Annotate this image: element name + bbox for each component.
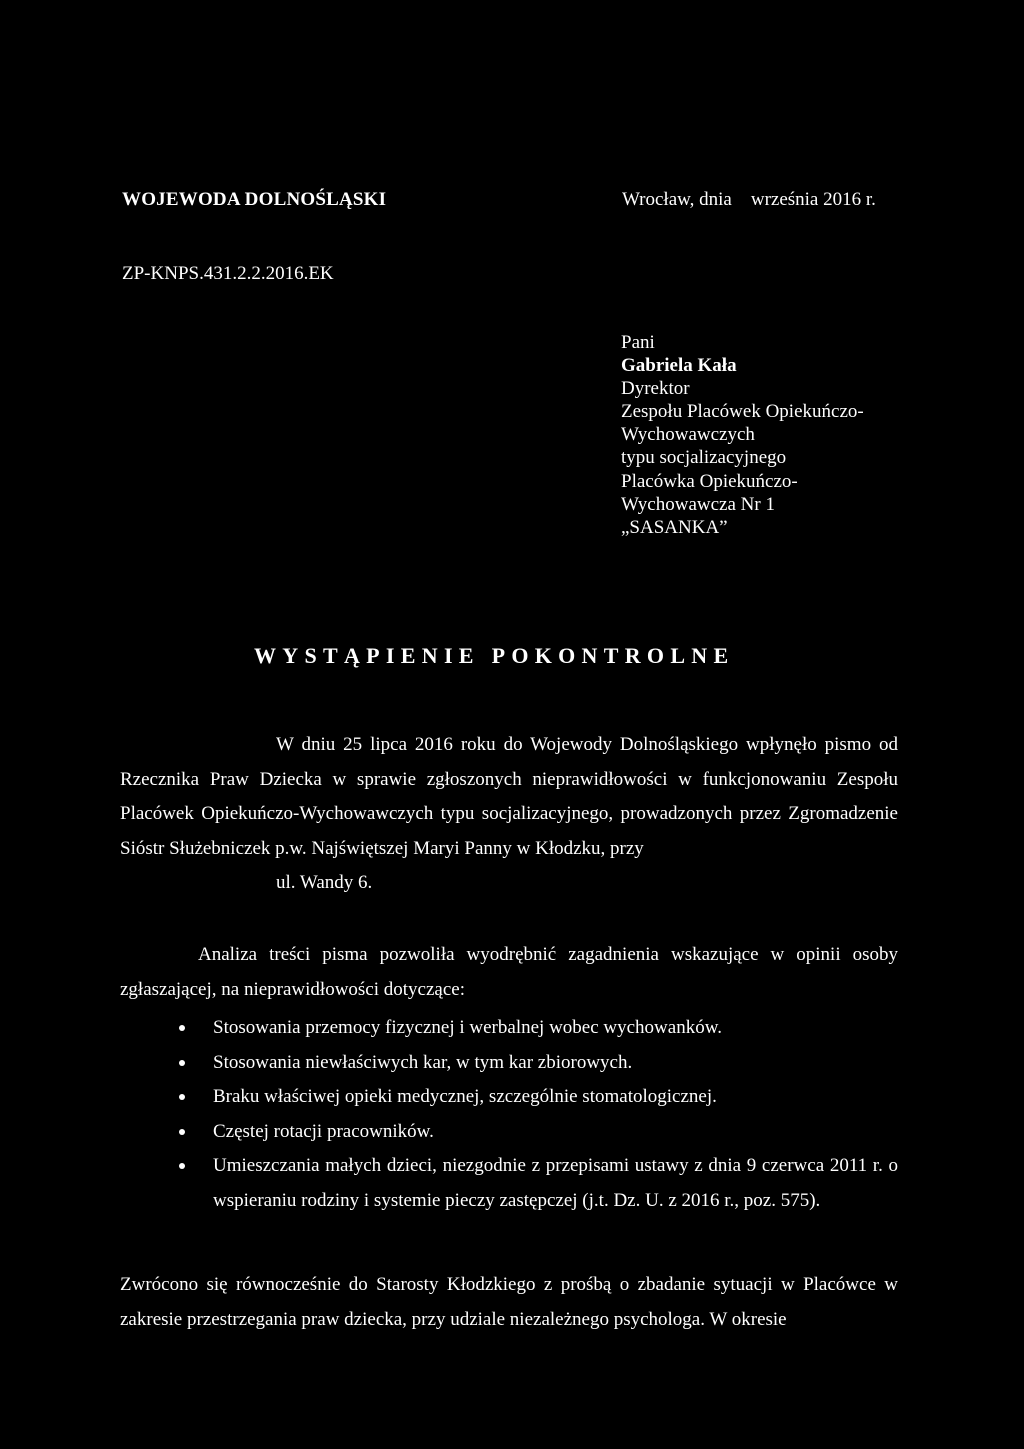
issuing-authority: WOJEWODA DOLNOŚLĄSKI (122, 189, 387, 210)
paragraph-analysis: Analiza treści pisma pozwoliła wyodrębnić zagadnienia wskazujące w opinii osoby zgłaszającej, na nieprawidłowości dotyczące: (120, 944, 898, 1000)
paragraph-intro-main: W dniu 25 lipca 2016 roku do Wojewody Dolnośląskiego wpłynęło pismo od Rzecznika Praw Dziecka w sprawie zgłoszonych nieprawidłowości w funkcjonowaniu Zespołu Placówek Opiekuńczo-Wychowawczych typu socjalizacyjnego, prowadzonych przez Zgromadzenie Sióstr Służebniczek p.w. Najświętszej Maryi Panny w Kłodzku, przy (120, 734, 898, 859)
issues-list (166, 1011, 898, 1219)
list-item (166, 1149, 898, 1218)
list-item-text: Stosowania przemocy fizycznej i werbalnej wobec wychowanków. (213, 1017, 722, 1038)
list-item (166, 1011, 898, 1046)
bullet-icon (179, 1129, 185, 1135)
paragraph-intro (120, 728, 898, 901)
addressee-line: Dyrektor (621, 378, 690, 400)
bullet-icon (179, 1163, 185, 1169)
addressee-line: typu socjalizacyjnego (621, 447, 787, 469)
list-item-text: Braku właściwej opieki medycznej, szczególnie stomatologicznej. (213, 1086, 717, 1108)
list-item-text: Częstej rotacji pracowników. (213, 1120, 434, 1142)
addressee-salutation: Pani (621, 332, 655, 353)
document-title: WYSTĄPIENIE POKONTROLNE (254, 643, 735, 668)
list-item-text: Stosowania niewłaściwych kar, w tym kar zbiorowych. (213, 1051, 633, 1073)
addressee-line: Wychowawcza Nr 1 (621, 493, 775, 515)
list-item-text: Umieszczania małych dzieci, niezgodnie z przepisami ustawy z dnia 9 czerwca 2011 r. o wspieraniu rodziny i systemie pieczy zastępczej (j.t. Dz. U. z 2016 r., poz. 575). (213, 1155, 898, 1211)
bullet-icon (179, 1094, 185, 1100)
paragraph-followup: Zwrócono się równocześnie do Starosty Kłodzkiego z prośbą o zbadanie sytuacji w Placówce w zakresie przestrzegania praw dziecka, przy udziale niezależnego psychologa. W okresie (120, 1274, 898, 1330)
addressee-line: Placówka Opiekuńczo- (621, 470, 798, 492)
addressee-line: Zespołu Placówek Opiekuńczo- (621, 401, 864, 423)
list-item (166, 1115, 898, 1150)
place-and-date: Wrocław, dnia września 2016 r. (622, 189, 876, 210)
addressee-block (621, 331, 864, 539)
addressee-name: Gabriela Kała (621, 355, 737, 377)
addressee-line: „SASANKA” (621, 516, 728, 538)
paragraph-intro-end: ul. Wandy 6. (276, 872, 373, 894)
list-item (166, 1046, 898, 1081)
reference-number: ZP-KNPS.431.2.2.2016.EK (122, 263, 334, 284)
bullet-icon (179, 1025, 185, 1031)
list-item (166, 1080, 898, 1115)
bullet-icon (179, 1060, 185, 1066)
addressee-line: Wychowawczych (621, 424, 755, 446)
